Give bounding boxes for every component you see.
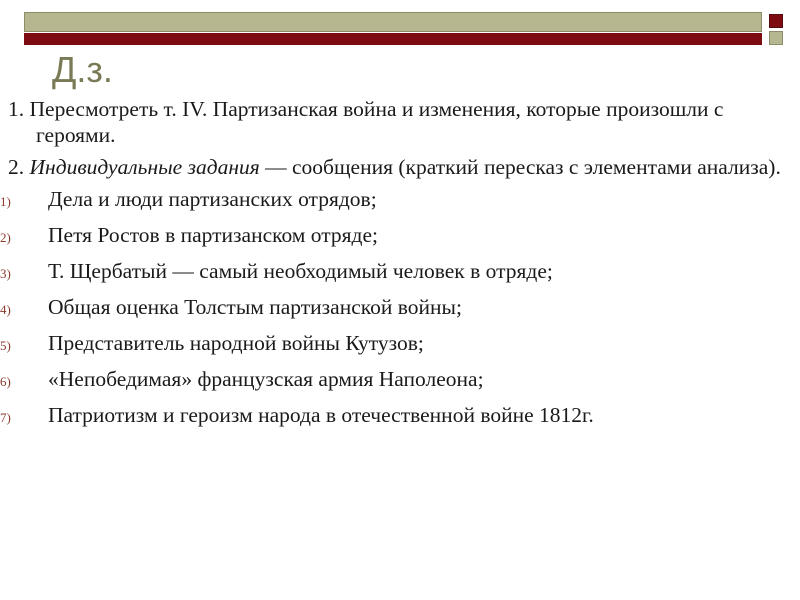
list-item-text: «Непобедимая» французская армия Наполеона; bbox=[48, 367, 484, 391]
header-bar-maroon bbox=[24, 33, 762, 45]
list-marker: 5) bbox=[0, 338, 11, 353]
list-item-text: Дела и люди партизанских отрядов; bbox=[48, 187, 377, 211]
list-item-text: Представитель народной войны Кутузов; bbox=[48, 331, 424, 355]
corner-square-maroon bbox=[769, 14, 783, 28]
assignment-list bbox=[0, 186, 790, 428]
list-marker: 3) bbox=[0, 266, 11, 281]
slide-title: Д.з. bbox=[52, 49, 113, 90]
slide-content bbox=[0, 96, 790, 438]
list-item-text: Петя Ростов в партизанском отряде; bbox=[48, 223, 379, 247]
list-item bbox=[0, 330, 790, 356]
list-marker: 6) bbox=[0, 374, 11, 389]
list-item bbox=[0, 222, 790, 248]
task-2 bbox=[0, 154, 790, 180]
list-item bbox=[0, 186, 790, 212]
list-marker: 4) bbox=[0, 302, 11, 317]
list-item-text: Общая оценка Толстым партизанской войны; bbox=[48, 295, 462, 319]
task-1: 1. Пересмотреть т. IV. Партизанская война и изменения, которые произошли с героями. bbox=[8, 97, 724, 147]
list-marker: 2) bbox=[0, 230, 11, 245]
task-2-number: 2. bbox=[8, 155, 30, 179]
task-2-italic: Индивидуальные задания bbox=[29, 155, 260, 179]
header-bar-olive bbox=[24, 12, 762, 32]
list-item-text: Патриотизм и героизм народа в отечественной войне 1812г. bbox=[48, 403, 594, 427]
list-item bbox=[0, 294, 790, 320]
list-marker: 7) bbox=[0, 410, 11, 425]
list-item bbox=[0, 366, 790, 392]
task-2-rest: — сообщения (краткий пересказ с элементами анализа). bbox=[259, 155, 781, 179]
list-item bbox=[0, 258, 790, 284]
list-item bbox=[0, 402, 790, 428]
list-marker: 1) bbox=[0, 194, 11, 209]
corner-square-olive bbox=[769, 31, 783, 45]
list-item-text: Т. Щербатый — самый необходимый человек в отряде; bbox=[48, 259, 553, 283]
